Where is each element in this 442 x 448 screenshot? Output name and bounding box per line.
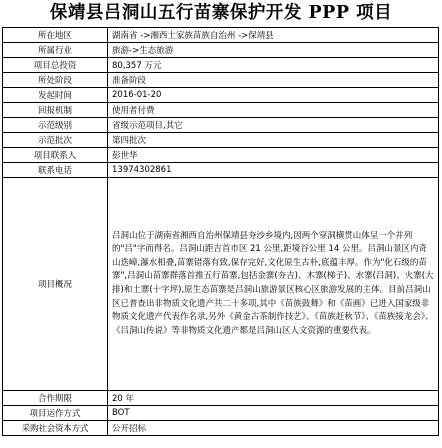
row-label: 采购社会资本方式 (3, 421, 108, 436)
row-value: 2016-01-20 (108, 88, 439, 103)
table-row (3, 163, 439, 178)
row-value: 省级示范项目,其它 (108, 118, 439, 133)
table-row (3, 43, 439, 58)
row-label: 示范批次 (3, 133, 108, 148)
row-value: 公开招标 (108, 421, 439, 436)
table-row (3, 73, 439, 88)
table-row (3, 133, 439, 148)
row-value: 彭世华 (108, 148, 439, 163)
table-row (3, 88, 439, 103)
row-label: 所处阶段 (3, 73, 108, 88)
row-value: 旅游->生态旅游 (108, 43, 439, 58)
row-value: 湖南省 ->湘西土家族苗族自治州 ->保靖县 (108, 28, 439, 43)
table-row (3, 406, 439, 421)
row-value: 13974302861 (108, 163, 439, 178)
row-label: 发起时间 (3, 88, 108, 103)
row-label: 联系电话 (3, 163, 108, 178)
table-row (3, 178, 439, 391)
row-label: 项目总投资 (3, 58, 108, 73)
row-label: 合作期限 (3, 391, 108, 406)
table-row (3, 391, 439, 406)
table-row (3, 58, 439, 73)
row-value: 20 年 (108, 391, 439, 406)
row-value: BOT (108, 406, 439, 421)
row-label: 示范级别 (3, 118, 108, 133)
table-row (3, 118, 439, 133)
project-info-table (2, 27, 439, 436)
row-label: 回报机制 (3, 103, 108, 118)
table-row (3, 148, 439, 163)
project-overview-text: 吕洞山位于湖南省湘西自治州保靖县夯沙乡境内,因两个穿洞横贯山体呈一个并列的"吕"字而得名。吕洞山距吉首市区 21 公里,距境谷公里 14 公里。吕洞山景区内奇山迭嶂,瀑水相叠,苗寨错落有致,保存完好,文化原生古朴,底蕴丰厚。作为"化石级的苗寨",吕洞山苗寨群落首推五行苗寨,包括金寨(夯吉)、木寨(梯子)、水寨(吕洞)、火寨(大排)和土寨(十字坪),原生态苗寨是吕洞山旅游景区核心区旅游发展的主体。目前吕洞山区已普查出非物质文化遗产共二十多项,其中《苗族鼓舞》和《苗画》已进入国家级非物质文化遗产代表作名录,另外《黄金古茶制作技艺》、《苗族赶秋节》、《苗族接龙会》、《吕洞山传说》等非物质文化遗产都是吕洞山区人文资源的重要代表。 (108, 178, 439, 391)
table-row (3, 103, 439, 118)
row-value: 准备阶段 (108, 73, 439, 88)
row-label: 所在地区 (3, 28, 108, 43)
row-value: 使用者付费 (108, 103, 439, 118)
table-row (3, 421, 439, 436)
row-value: 80,357 万元 (108, 58, 439, 73)
row-label: 所属行业 (3, 43, 108, 58)
document-title: 保靖县吕洞山五行苗寨保护开发 PPP 项目 (49, 3, 393, 23)
row-label: 项目概况 (3, 178, 108, 391)
row-label: 项目联系人 (3, 148, 108, 163)
table-row (3, 28, 439, 43)
row-value: 第四批次 (108, 133, 439, 148)
row-label: 项目运作方式 (3, 406, 108, 421)
